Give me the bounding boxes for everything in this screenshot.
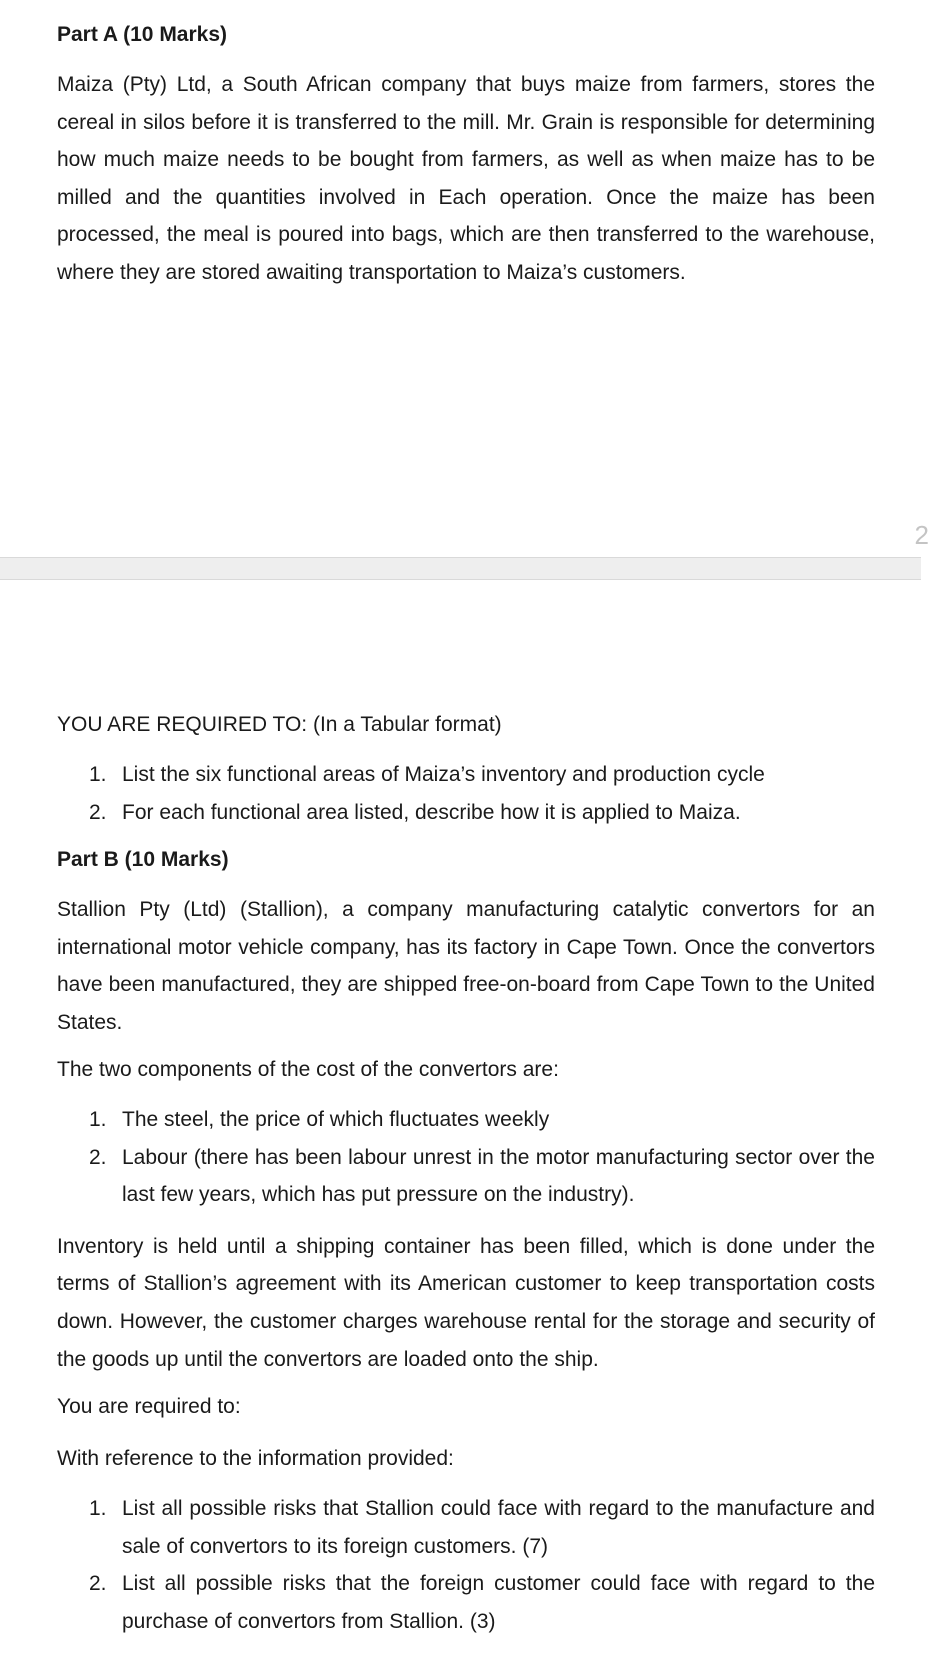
part-b-paragraph-1: Stallion Pty (Ltd) (Stallion), a company manufacturing catalytic convertors for an international motor vehicle company, has its factory in Cape Town. Once the convertors have been manufactured, they are shipped free-on-board from Cape Town to the United States. [57, 898, 875, 1034]
required-heading: YOU ARE REQUIRED TO: (In a Tabular format) [57, 713, 502, 736]
part-a-heading: Part A (10 Marks) [57, 23, 228, 46]
list-number: 2. [89, 800, 107, 824]
required-list [57, 756, 875, 831]
list-number: 1. [89, 763, 107, 786]
list-item [57, 1565, 875, 1640]
list-item [57, 1139, 875, 1214]
part-b-paragraph-2: Inventory is held until a shipping container has been filled, which is done under the terms of Stallion’s agreement with its American customer to keep transportation costs down. However, the customer charges warehouse rental for the storage and security of the goods up until the convertors are loaded onto the ship. [57, 1234, 875, 1371]
list-text: Labour (there has been labour unrest in the motor manufacturing sector over the last few years, which has put pressure on the industry). [122, 1145, 875, 1207]
page-1 [0, 0, 929, 557]
components-list [57, 1101, 875, 1214]
list-number: 1. [89, 1497, 107, 1521]
questions-list [57, 1490, 875, 1640]
list-item [57, 1490, 875, 1565]
list-text: For each functional area listed, describe how it is applied to Maiza. [122, 800, 741, 824]
components-intro: The two components of the cost of the convertors are: [57, 1058, 559, 1082]
required-intro: You are required to: [57, 1395, 241, 1419]
list-item [57, 794, 875, 832]
list-number: 1. [89, 1108, 107, 1132]
part-a-section [57, 20, 875, 292]
page-break [0, 557, 921, 580]
page-number: 2 [914, 520, 929, 550]
reference-intro: With reference to the information provided: [57, 1447, 454, 1471]
list-number: 2. [89, 1145, 107, 1169]
part-a-paragraph: Maiza (Pty) Ltd, a South African company that buys maize from farmers, stores the cereal in silos before it is transferred to the mill. Mr. Grain is responsible for determining how much maize needs to be bought from farmers, as well as when maize has to be milled and the quantities involved in Each operation. Once the maize has been processed, the meal is poured into bags, which are then transferred to the warehouse, where they are stored awaiting transportation to Maiza’s customers. [57, 73, 875, 284]
list-item [57, 1101, 875, 1139]
page-2 [0, 580, 921, 1668]
list-text: The steel, the price of which fluctuates weekly [122, 1108, 550, 1132]
part-b-heading: Part B (10 Marks) [57, 848, 229, 871]
part-a-requirements [57, 710, 875, 1640]
list-text: List all possible risks that Stallion could face with regard to the manufacture and sale of convertors to its foreign customers. (7) [122, 1497, 875, 1558]
list-text: List the six functional areas of Maiza’s inventory and production cycle [122, 763, 765, 786]
list-number: 2. [89, 1572, 107, 1596]
list-item [57, 756, 875, 794]
list-text: List all possible risks that the foreign customer could face with regard to the purchase of convertors from Stallion. (3) [122, 1572, 875, 1633]
